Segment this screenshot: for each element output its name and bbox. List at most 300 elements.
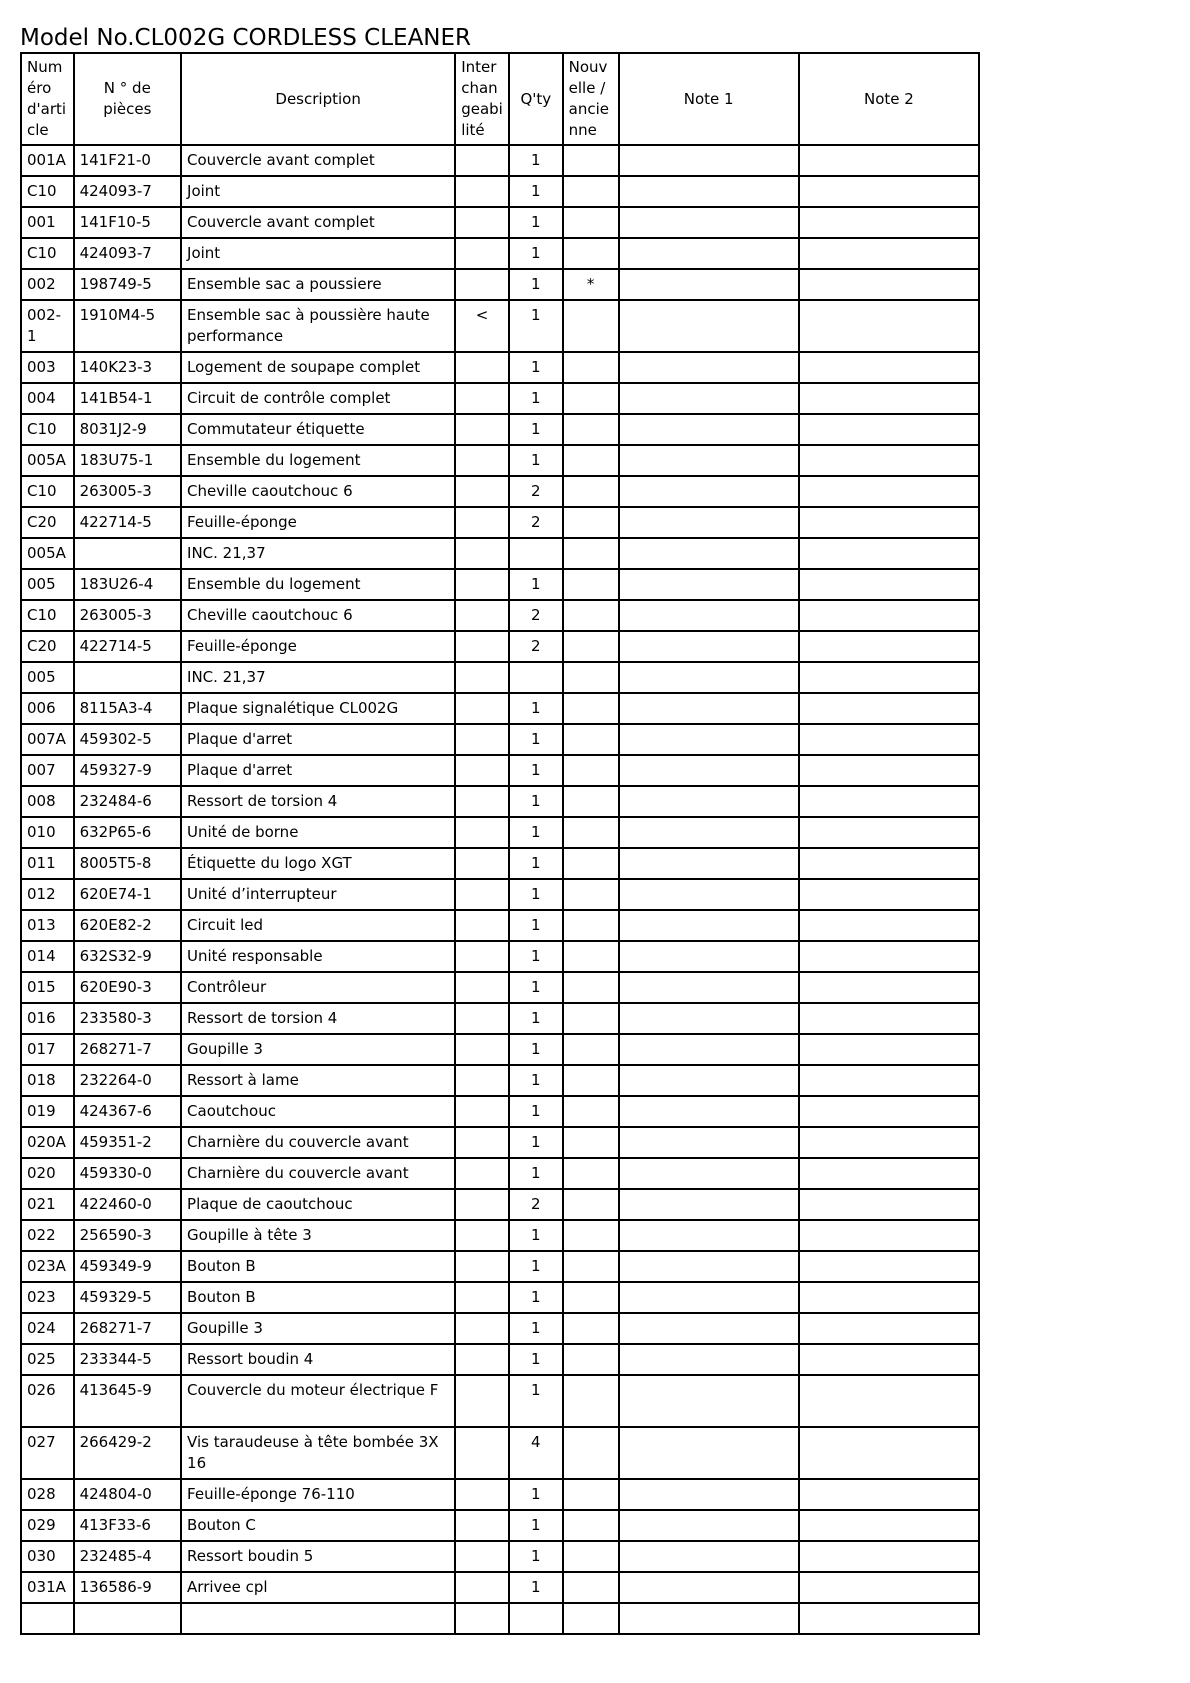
table-row — [21, 1003, 979, 1034]
interchangeability-cell — [455, 1096, 509, 1127]
item-number-cell: 016 — [21, 1003, 74, 1034]
description-cell: Ensemble sac a poussiere — [181, 269, 455, 300]
description-cell: Arrivee cpl — [181, 1572, 455, 1603]
interchangeability-cell — [455, 817, 509, 848]
interchangeability-cell — [455, 445, 509, 476]
item-number-cell: C10 — [21, 238, 74, 269]
note-2-cell — [799, 1065, 979, 1096]
table-row — [21, 445, 979, 476]
note-1-cell — [619, 300, 799, 352]
description-cell: Feuille-éponge 76-110 — [181, 1479, 455, 1510]
item-number-cell: 030 — [21, 1541, 74, 1572]
note-2-cell — [799, 1282, 979, 1313]
table-row — [21, 1479, 979, 1510]
item-number-cell: 003 — [21, 352, 74, 383]
interchangeability-cell — [455, 1313, 509, 1344]
note-1-cell — [619, 269, 799, 300]
note-2-cell — [799, 507, 979, 538]
quantity-cell — [509, 662, 563, 693]
note-2-cell — [799, 569, 979, 600]
quantity-cell: 1 — [509, 1479, 563, 1510]
description-cell: Couvercle du moteur électrique F — [181, 1375, 455, 1427]
note-1-cell — [619, 631, 799, 662]
item-number-cell: C10 — [21, 176, 74, 207]
new-old-cell — [563, 941, 619, 972]
note-2-cell — [799, 1572, 979, 1603]
quantity-cell: 1 — [509, 414, 563, 445]
note-1-cell — [619, 383, 799, 414]
note-1-cell — [619, 1572, 799, 1603]
note-1-cell — [619, 941, 799, 972]
table-row — [21, 1251, 979, 1282]
item-number-cell: 023A — [21, 1251, 74, 1282]
note-1-cell — [619, 1603, 799, 1634]
note-1-cell — [619, 207, 799, 238]
part-number-cell: 459329-5 — [74, 1282, 181, 1313]
new-old-cell — [563, 1313, 619, 1344]
new-old-cell — [563, 786, 619, 817]
new-old-cell — [563, 1603, 619, 1634]
note-2-cell — [799, 414, 979, 445]
note-1-cell — [619, 1003, 799, 1034]
part-number-cell: 459327-9 — [74, 755, 181, 786]
table-row — [21, 207, 979, 238]
table-row — [21, 352, 979, 383]
description-cell: Ressort boudin 4 — [181, 1344, 455, 1375]
new-old-cell — [563, 507, 619, 538]
interchangeability-cell — [455, 1251, 509, 1282]
note-2-cell — [799, 1220, 979, 1251]
quantity-cell: 1 — [509, 176, 563, 207]
quantity-cell: 1 — [509, 1510, 563, 1541]
part-number-cell: 632P65-6 — [74, 817, 181, 848]
note-1-cell — [619, 1158, 799, 1189]
new-old-cell — [563, 1479, 619, 1510]
quantity-cell: 2 — [509, 600, 563, 631]
interchangeability-cell — [455, 569, 509, 600]
note-2-cell — [799, 879, 979, 910]
note-2-cell — [799, 445, 979, 476]
quantity-cell — [509, 538, 563, 569]
description-cell: Cheville caoutchouc 6 — [181, 476, 455, 507]
note-2-cell — [799, 755, 979, 786]
note-2-cell — [799, 1034, 979, 1065]
part-number-cell: 424093-7 — [74, 238, 181, 269]
note-1-cell — [619, 569, 799, 600]
description-cell: Bouton B — [181, 1251, 455, 1282]
interchangeability-cell — [455, 972, 509, 1003]
quantity-cell: 1 — [509, 445, 563, 476]
part-number-cell: 8115A3-4 — [74, 693, 181, 724]
table-row — [21, 972, 979, 1003]
new-old-cell — [563, 1065, 619, 1096]
header-new-old: Nouvelle / ancienne — [563, 53, 619, 145]
new-old-cell — [563, 207, 619, 238]
note-1-cell — [619, 1251, 799, 1282]
part-number-cell: 424367-6 — [74, 1096, 181, 1127]
new-old-cell — [563, 445, 619, 476]
interchangeability-cell — [455, 1479, 509, 1510]
new-old-cell — [563, 1220, 619, 1251]
new-old-cell — [563, 755, 619, 786]
item-number-cell: 010 — [21, 817, 74, 848]
quantity-cell — [509, 1603, 563, 1634]
note-2-cell — [799, 724, 979, 755]
part-number-cell: 620E82-2 — [74, 910, 181, 941]
note-2-cell — [799, 383, 979, 414]
note-2-cell — [799, 538, 979, 569]
note-1-cell — [619, 693, 799, 724]
note-2-cell — [799, 1127, 979, 1158]
quantity-cell: 1 — [509, 1065, 563, 1096]
new-old-cell — [563, 1282, 619, 1313]
note-1-cell — [619, 972, 799, 1003]
note-1-cell — [619, 1313, 799, 1344]
description-cell: Ensemble du logement — [181, 445, 455, 476]
interchangeability-cell — [455, 352, 509, 383]
part-number-cell — [74, 662, 181, 693]
description-cell: Ensemble du logement — [181, 569, 455, 600]
interchangeability-cell — [455, 1065, 509, 1096]
note-1-cell — [619, 1065, 799, 1096]
table-row — [21, 1541, 979, 1572]
table-row — [21, 817, 979, 848]
item-number-cell: 008 — [21, 786, 74, 817]
table-row — [21, 569, 979, 600]
table-row — [21, 269, 979, 300]
description-cell: Plaque de caoutchouc — [181, 1189, 455, 1220]
quantity-cell: 1 — [509, 1541, 563, 1572]
part-number-cell: 8031J2-9 — [74, 414, 181, 445]
description-cell: Unité responsable — [181, 941, 455, 972]
interchangeability-cell — [455, 238, 509, 269]
quantity-cell: 1 — [509, 1158, 563, 1189]
note-2-cell — [799, 662, 979, 693]
part-number-cell: 620E74-1 — [74, 879, 181, 910]
note-1-cell — [619, 1375, 799, 1427]
note-2-cell — [799, 1375, 979, 1427]
interchangeability-cell — [455, 145, 509, 176]
note-1-cell — [619, 1479, 799, 1510]
note-2-cell — [799, 269, 979, 300]
description-cell: Unité d’interrupteur — [181, 879, 455, 910]
quantity-cell: 1 — [509, 207, 563, 238]
note-2-cell — [799, 1510, 979, 1541]
new-old-cell — [563, 848, 619, 879]
interchangeability-cell — [455, 1427, 509, 1479]
part-number-cell: 136586-9 — [74, 1572, 181, 1603]
note-2-cell — [799, 1096, 979, 1127]
description-cell: Circuit led — [181, 910, 455, 941]
note-1-cell — [619, 879, 799, 910]
description-cell: Vis taraudeuse à tête bombée 3X 16 — [181, 1427, 455, 1479]
description-cell: Goupille 3 — [181, 1034, 455, 1065]
table-row — [21, 879, 979, 910]
note-2-cell — [799, 1313, 979, 1344]
description-cell: INC. 21,37 — [181, 538, 455, 569]
new-old-cell — [563, 972, 619, 1003]
interchangeability-cell — [455, 848, 509, 879]
table-row — [21, 1065, 979, 1096]
part-number-cell: 459351-2 — [74, 1127, 181, 1158]
description-cell: Unité de borne — [181, 817, 455, 848]
quantity-cell: 1 — [509, 1034, 563, 1065]
part-number-cell: 232485-4 — [74, 1541, 181, 1572]
description-cell: Ressort à lame — [181, 1065, 455, 1096]
note-2-cell — [799, 238, 979, 269]
table-row — [21, 1189, 979, 1220]
header-item-number: Numéro d'article — [21, 53, 74, 145]
interchangeability-cell — [455, 941, 509, 972]
parts-table — [20, 52, 980, 1635]
note-2-cell — [799, 1603, 979, 1634]
new-old-cell — [563, 662, 619, 693]
item-number-cell: 029 — [21, 1510, 74, 1541]
item-number-cell: 012 — [21, 879, 74, 910]
description-cell: Ressort boudin 5 — [181, 1541, 455, 1572]
header-note-1: Note 1 — [619, 53, 799, 145]
part-number-cell: 459330-0 — [74, 1158, 181, 1189]
note-1-cell — [619, 1220, 799, 1251]
new-old-cell — [563, 1510, 619, 1541]
part-number-cell: 140K23-3 — [74, 352, 181, 383]
item-number-cell: 001 — [21, 207, 74, 238]
table-row — [21, 631, 979, 662]
item-number-cell: 013 — [21, 910, 74, 941]
quantity-cell: 1 — [509, 1375, 563, 1427]
interchangeability-cell — [455, 1603, 509, 1634]
item-number-cell: 005 — [21, 569, 74, 600]
quantity-cell: 1 — [509, 817, 563, 848]
quantity-cell: 2 — [509, 1189, 563, 1220]
interchangeability-cell — [455, 207, 509, 238]
header-row — [21, 53, 979, 145]
page-title: Model No.CL002G CORDLESS CLEANER — [20, 25, 472, 51]
note-2-cell — [799, 1541, 979, 1572]
part-number-cell: 424093-7 — [74, 176, 181, 207]
quantity-cell: 1 — [509, 910, 563, 941]
new-old-cell — [563, 1427, 619, 1479]
item-number-cell: 015 — [21, 972, 74, 1003]
table-row — [21, 300, 979, 352]
item-number-cell: 022 — [21, 1220, 74, 1251]
header-part-number: N ° de pièces — [74, 53, 181, 145]
item-number-cell: 021 — [21, 1189, 74, 1220]
new-old-cell — [563, 724, 619, 755]
table-row — [21, 910, 979, 941]
new-old-cell — [563, 631, 619, 662]
item-number-cell: 005 — [21, 662, 74, 693]
quantity-cell: 1 — [509, 879, 563, 910]
note-1-cell — [619, 445, 799, 476]
table-row — [21, 1034, 979, 1065]
note-1-cell — [619, 724, 799, 755]
table-row — [21, 662, 979, 693]
interchangeability-cell — [455, 414, 509, 445]
item-number-cell: 027 — [21, 1427, 74, 1479]
part-number-cell: 422714-5 — [74, 507, 181, 538]
note-2-cell — [799, 786, 979, 817]
note-1-cell — [619, 817, 799, 848]
description-cell: Cheville caoutchouc 6 — [181, 600, 455, 631]
note-2-cell — [799, 1344, 979, 1375]
item-number-cell: 004 — [21, 383, 74, 414]
new-old-cell — [563, 1127, 619, 1158]
part-number-cell: 141F21-0 — [74, 145, 181, 176]
quantity-cell: 1 — [509, 238, 563, 269]
part-number-cell: 256590-3 — [74, 1220, 181, 1251]
interchangeability-cell — [455, 1572, 509, 1603]
new-old-cell — [563, 383, 619, 414]
interchangeability-cell — [455, 476, 509, 507]
part-number-cell: 632S32-9 — [74, 941, 181, 972]
item-number-cell: 017 — [21, 1034, 74, 1065]
quantity-cell: 4 — [509, 1427, 563, 1479]
table-row — [21, 383, 979, 414]
quantity-cell: 1 — [509, 1313, 563, 1344]
note-2-cell — [799, 910, 979, 941]
part-number-cell: 183U26-4 — [74, 569, 181, 600]
description-cell: Bouton B — [181, 1282, 455, 1313]
note-2-cell — [799, 145, 979, 176]
new-old-cell — [563, 300, 619, 352]
note-1-cell — [619, 414, 799, 445]
part-number-cell: 424804-0 — [74, 1479, 181, 1510]
interchangeability-cell — [455, 176, 509, 207]
quantity-cell: 1 — [509, 1251, 563, 1282]
note-2-cell — [799, 972, 979, 1003]
new-old-cell — [563, 1096, 619, 1127]
description-cell: Goupille à tête 3 — [181, 1220, 455, 1251]
interchangeability-cell — [455, 693, 509, 724]
note-1-cell — [619, 1034, 799, 1065]
note-2-cell — [799, 1479, 979, 1510]
description-cell: Joint — [181, 176, 455, 207]
item-number-cell: 001A — [21, 145, 74, 176]
note-2-cell — [799, 300, 979, 352]
item-number-cell: 020A — [21, 1127, 74, 1158]
description-cell: INC. 21,37 — [181, 662, 455, 693]
note-1-cell — [619, 476, 799, 507]
description-cell: Caoutchouc — [181, 1096, 455, 1127]
item-number-cell: C10 — [21, 414, 74, 445]
interchangeability-cell — [455, 383, 509, 414]
table-row — [21, 693, 979, 724]
quantity-cell: 1 — [509, 1127, 563, 1158]
header-quantity: Q'ty — [509, 53, 563, 145]
new-old-cell — [563, 569, 619, 600]
note-1-cell — [619, 507, 799, 538]
description-cell: Ressort de torsion 4 — [181, 1003, 455, 1034]
note-1-cell — [619, 1541, 799, 1572]
interchangeability-cell — [455, 1127, 509, 1158]
item-number-cell: 005A — [21, 538, 74, 569]
note-1-cell — [619, 238, 799, 269]
description-cell: Joint — [181, 238, 455, 269]
part-number-cell: 268271-7 — [74, 1034, 181, 1065]
item-number-cell: 002-1 — [21, 300, 74, 352]
table-row — [21, 1096, 979, 1127]
item-number-cell: 014 — [21, 941, 74, 972]
note-2-cell — [799, 817, 979, 848]
part-number-cell: 233344-5 — [74, 1344, 181, 1375]
note-1-cell — [619, 1344, 799, 1375]
interchangeability-cell — [455, 755, 509, 786]
interchangeability-cell — [455, 1282, 509, 1313]
part-number-cell — [74, 1603, 181, 1634]
interchangeability-cell — [455, 538, 509, 569]
item-number-cell — [21, 1603, 74, 1634]
item-number-cell: 007 — [21, 755, 74, 786]
table-row — [21, 538, 979, 569]
note-2-cell — [799, 1427, 979, 1479]
quantity-cell: 1 — [509, 569, 563, 600]
note-1-cell — [619, 1189, 799, 1220]
description-cell: Goupille 3 — [181, 1313, 455, 1344]
note-2-cell — [799, 1251, 979, 1282]
new-old-cell — [563, 1158, 619, 1189]
note-2-cell — [799, 476, 979, 507]
note-1-cell — [619, 145, 799, 176]
part-number-cell: 620E90-3 — [74, 972, 181, 1003]
table-row — [21, 941, 979, 972]
note-2-cell — [799, 693, 979, 724]
note-1-cell — [619, 176, 799, 207]
quantity-cell: 1 — [509, 1282, 563, 1313]
description-cell: Plaque signalétique CL002G — [181, 693, 455, 724]
new-old-cell: * — [563, 269, 619, 300]
new-old-cell — [563, 352, 619, 383]
description-cell: Feuille-éponge — [181, 631, 455, 662]
description-cell: Charnière du couvercle avant — [181, 1127, 455, 1158]
description-cell: Ressort de torsion 4 — [181, 786, 455, 817]
table-row — [21, 1220, 979, 1251]
description-cell: Plaque d'arret — [181, 724, 455, 755]
item-number-cell: 023 — [21, 1282, 74, 1313]
note-2-cell — [799, 1158, 979, 1189]
part-number-cell: 459302-5 — [74, 724, 181, 755]
note-2-cell — [799, 207, 979, 238]
interchangeability-cell — [455, 269, 509, 300]
note-1-cell — [619, 755, 799, 786]
new-old-cell — [563, 1541, 619, 1572]
table-row — [21, 755, 979, 786]
part-number-cell: 232264-0 — [74, 1065, 181, 1096]
quantity-cell: 1 — [509, 383, 563, 414]
new-old-cell — [563, 1572, 619, 1603]
new-old-cell — [563, 910, 619, 941]
part-number-cell: 263005-3 — [74, 476, 181, 507]
part-number-cell: 422714-5 — [74, 631, 181, 662]
quantity-cell: 1 — [509, 848, 563, 879]
item-number-cell: C20 — [21, 507, 74, 538]
part-number-cell: 413F33-6 — [74, 1510, 181, 1541]
interchangeability-cell — [455, 1510, 509, 1541]
item-number-cell: 018 — [21, 1065, 74, 1096]
note-2-cell — [799, 176, 979, 207]
header-note-2: Note 2 — [799, 53, 979, 145]
quantity-cell: 1 — [509, 755, 563, 786]
table-row — [21, 1510, 979, 1541]
table-row — [21, 1427, 979, 1479]
note-1-cell — [619, 1127, 799, 1158]
new-old-cell — [563, 145, 619, 176]
table-row — [21, 600, 979, 631]
new-old-cell — [563, 1189, 619, 1220]
table-row — [21, 1375, 979, 1427]
quantity-cell: 1 — [509, 1003, 563, 1034]
quantity-cell: 1 — [509, 145, 563, 176]
